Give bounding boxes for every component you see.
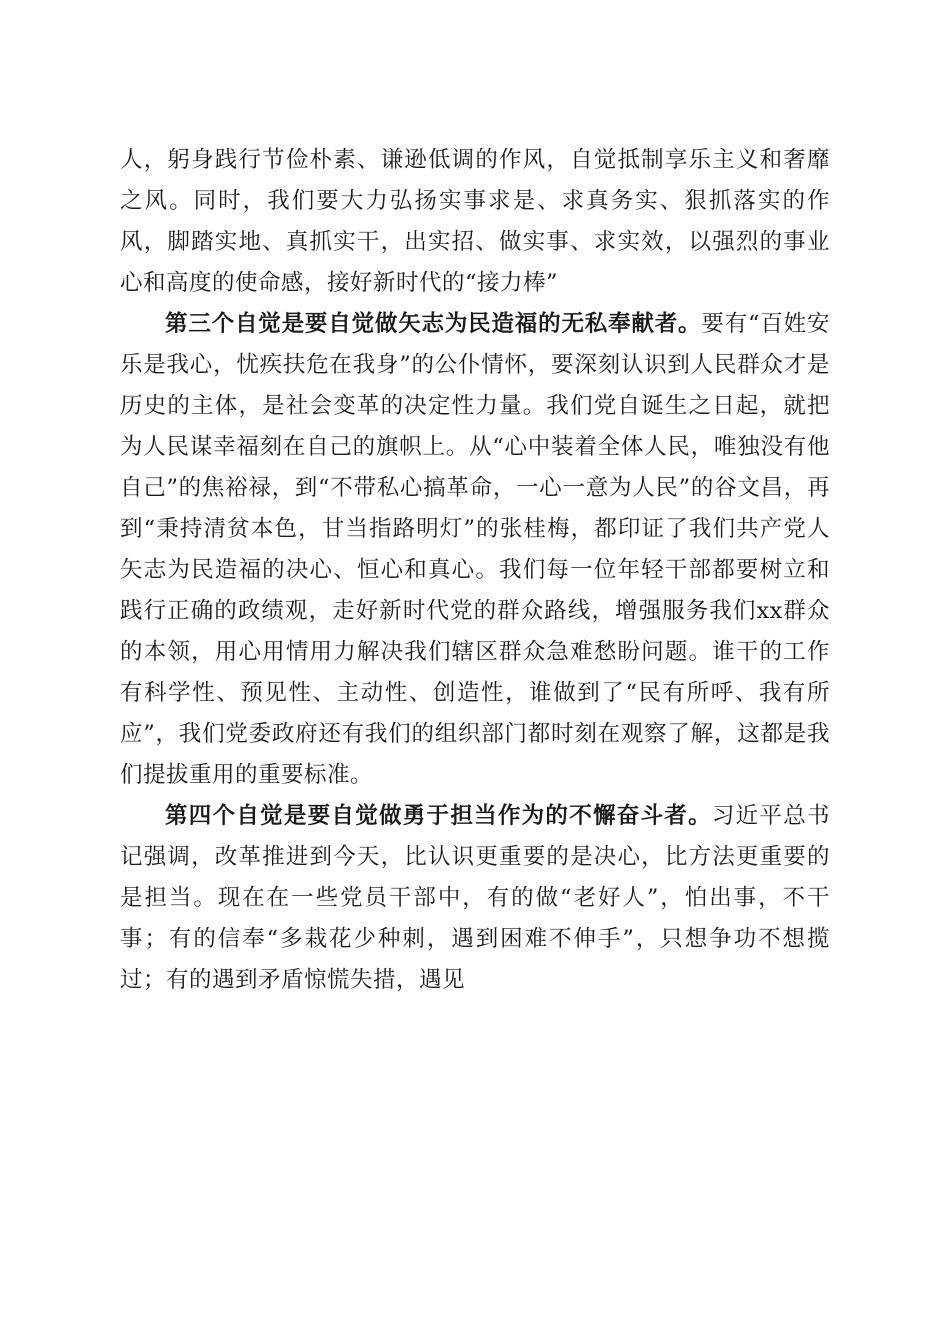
paragraph-lead-sentence: 第三个自觉是要自觉做矢志为民造福的无私奉献者。 bbox=[165, 311, 702, 337]
paragraph-third-consciousness bbox=[120, 304, 830, 796]
paragraph-lead-sentence: 第四个自觉是要自觉做勇于担当作为的不懈奋斗者。 bbox=[165, 803, 712, 829]
paragraph-text: 人，躬身践行节俭朴素、谦逊低调的作风，自觉抵制享乐主义和奢靡之风。同时，我们要大力弘扬实事求是、求真务实、狠抓落实的作风，脚踏实地、真抓实干，出实招、做实事、求实效，以强烈的事业心和高度的使命感，接好新时代的“接力棒” bbox=[120, 147, 830, 296]
paragraph-continuation bbox=[120, 140, 830, 304]
paragraph-text: 习近平总书记强调，改革推进到今天，比认识更重要的是决心，比方法更重要的是担当。现在在一些党员干部中，有的做“老好人”，怕出事，不干事；有的信奉“多栽花少种刺，遇到困难不伸手”，只想争功不想揽过；有的遇到矛盾惊慌失措，遇见 bbox=[120, 803, 830, 993]
paragraph-fourth-consciousness bbox=[120, 796, 830, 1001]
document-body bbox=[120, 140, 830, 1001]
paragraph-text: 要有“百姓安乐是我心，忧疾扶危在我身”的公仆情怀，要深刻认识到人民群众才是历史的主体，是社会变革的决定性力量。我们党自诞生之日起，就把为人民谋幸福刻在自己的旗帜上。从“心中装着全体人民，唯独没有他自己”的焦裕禄，到“不带私心搞革命，一心一意为人民”的谷文昌，再到“秉持清贫本色，甘当指路明灯”的张桂梅，都印证了我们共产党人矢志为民造福的决心、恒心和真心。我们每一位年轻干部都要树立和践行正确的政绩观，走好新时代党的群众路线，增强服务我们xx群众的本领，用心用情用力解决我们辖区群众急难愁盼问题。谁干的工作有科学性、预见性、主动性、创造性，谁做到了“民有所呼、我有所应”，我们党委政府还有我们的组织部门都时刻在观察了解，这都是我们提拔重用的重要标准。 bbox=[120, 311, 830, 788]
